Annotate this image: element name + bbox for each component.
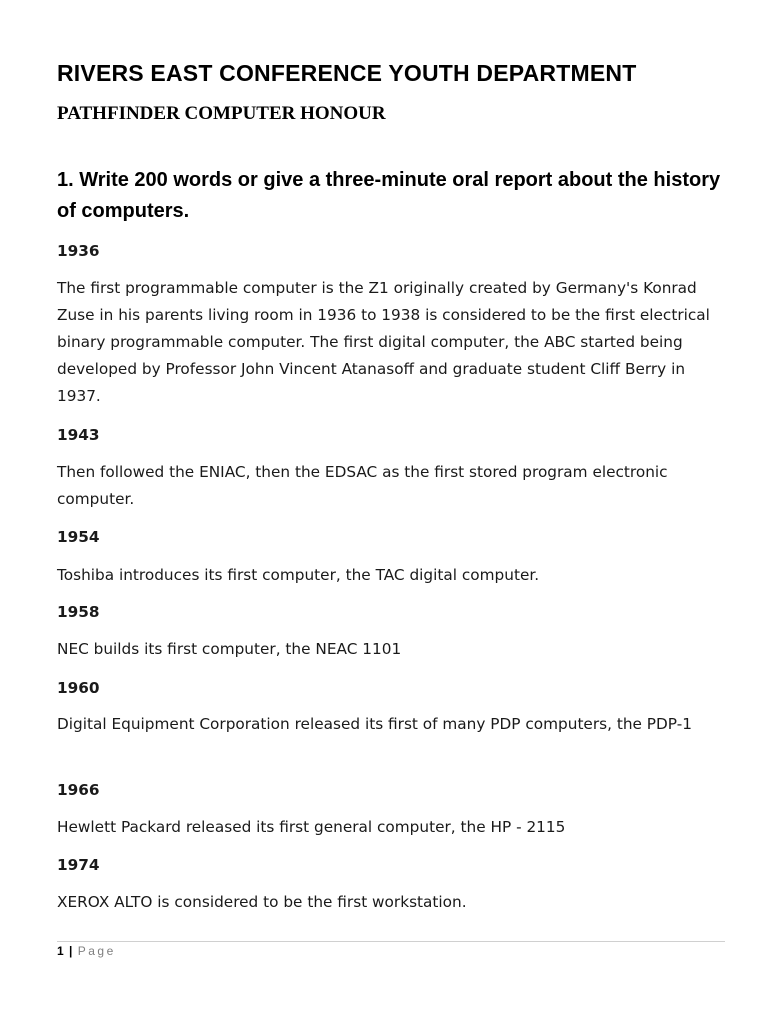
year-heading: 1958	[57, 603, 100, 621]
document-subtitle: PATHFINDER COMPUTER HONOUR	[57, 103, 386, 124]
entry-paragraph: Toshiba introduces its first computer, the TAC digital computer.	[57, 566, 540, 584]
entry-paragraph: The first programmable computer is the Z1 originally created by Germany's Konrad Zuse in his parents living room in 1936 to 1938 is considered to be the first electrical binary programmable computer. The first digital computer, the ABC started being developed by Professor John Vincent Atanasoff and graduate student Cliff Berry in 1937.	[57, 279, 710, 405]
year-heading: 1936	[57, 242, 100, 260]
year-heading: 1960	[57, 679, 100, 697]
footer-separator: |	[69, 944, 73, 958]
year-heading: 1943	[57, 426, 100, 444]
year-heading: 1974	[57, 856, 100, 874]
year-heading: 1966	[57, 781, 100, 799]
entry-paragraph: Then followed the ENIAC, then the EDSAC as the first stored program electronic computer.	[57, 463, 668, 508]
page-label: Page	[77, 944, 116, 958]
footer-divider	[57, 941, 725, 942]
page-number: 1	[57, 944, 64, 958]
entry-paragraph: NEC builds its first computer, the NEAC 1101	[57, 640, 402, 658]
entry-paragraph: Hewlett Packard released its first general computer, the HP - 2115	[57, 818, 566, 836]
question-heading: 1. Write 200 words or give a three-minute oral report about the history of computers.	[57, 169, 721, 222]
page-footer	[57, 943, 116, 959]
year-heading: 1954	[57, 528, 100, 546]
org-title: RIVERS EAST CONFERENCE YOUTH DEPARTMENT	[57, 60, 637, 86]
entry-paragraph: Digital Equipment Corporation released its first of many PDP computers, the PDP-1	[57, 715, 692, 733]
entry-paragraph: XEROX ALTO is considered to be the first workstation.	[57, 893, 467, 911]
